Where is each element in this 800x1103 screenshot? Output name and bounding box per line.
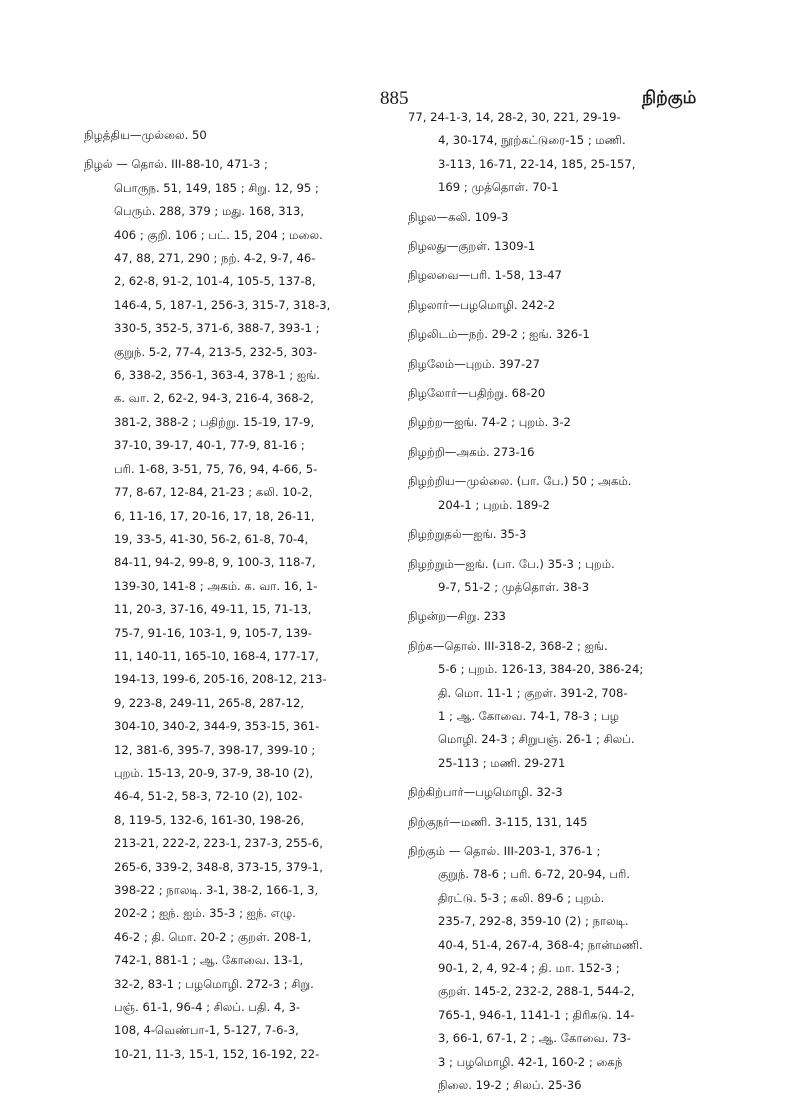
entry-headword-line: நிழலார்—பழமொழி. 242-2 bbox=[408, 297, 556, 312]
entry-continuation-line: 37-10, 39-17, 40-1, 77-9, 81-16 ; bbox=[114, 438, 305, 453]
left-column bbox=[84, 124, 376, 1072]
entry-continuation-line: புறம். 15-13, 20-9, 37-9, 38-10 (2), bbox=[114, 765, 314, 780]
entry-headword-line: நிழற்றுதல்—ஐங். 35-3 bbox=[408, 527, 527, 542]
entry-headword-line: நிழலோர்—பதிற்று. 68-20 bbox=[408, 386, 546, 401]
entry-continuation-line: 265-6, 339-2, 348-8, 373-15, 379-1, bbox=[114, 859, 323, 874]
entry-continuation-line: 6, 338-2, 356-1, 363-4, 378-1 ; ஐங். bbox=[114, 368, 321, 383]
entry-continuation-line: 330-5, 352-5, 371-6, 388-7, 393-1 ; bbox=[114, 321, 320, 336]
index-entry bbox=[408, 441, 704, 464]
entry-continuation-line: 8, 119-5, 132-6, 161-30, 198-26, bbox=[114, 812, 305, 827]
entry-continuation-line: 2, 62-8, 91-2, 101-4, 105-5, 137-8, bbox=[114, 274, 316, 289]
entry-headword-line: நிழற்ற—ஐங். 74-2 ; புறம். 3-2 bbox=[408, 415, 571, 430]
entry-continuation-line: 5-6 ; புறம். 126-13, 384-20, 386-24; bbox=[438, 662, 644, 677]
entry-continuation-line: குறுந். 78-6 ; பரி. 6-72, 20-94, பரி. bbox=[438, 867, 631, 882]
entry-continuation-line: 213-21, 222-2, 223-1, 237-3, 255-6, bbox=[114, 836, 323, 851]
entry-continuation-line: 204-1 ; புறம். 189-2 bbox=[438, 497, 550, 512]
entry-continuation-line: 742-1, 881-1 ; ஆ. கோவை. 13-1, bbox=[114, 953, 304, 968]
entry-headword-line: நிழலிடம்—நற். 29-2 ; ஐங். 326-1 bbox=[408, 327, 590, 342]
entry-continuation-line: 194-13, 199-6, 205-16, 208-12, 213- bbox=[114, 672, 327, 687]
index-entry bbox=[408, 206, 704, 229]
index-entry bbox=[408, 235, 704, 258]
entry-continuation-line: 90-1, 2, 4, 92-4 ; தி. மா. 152-3 ; bbox=[438, 961, 620, 975]
entry-continuation-line: பெரும். 288, 379 ; மது. 168, 313, bbox=[114, 204, 305, 219]
index-entry bbox=[408, 264, 704, 287]
entry-continuation-line: மொழி. 24-3 ; சிறுபஞ். 26-1 ; சிலப். bbox=[438, 732, 635, 747]
entry-continuation-line: 9-7, 51-2 ; முத்தொள். 38-3 bbox=[438, 579, 590, 594]
index-entry bbox=[408, 353, 704, 376]
entry-continuation-line: 139-30, 141-8 ; அகம். க. வா. 16, 1- bbox=[114, 578, 318, 593]
index-entry bbox=[408, 106, 704, 200]
entry-continuation-line: 3-113, 16-71, 22-14, 185, 25-157, bbox=[438, 156, 636, 171]
entry-continuation-line: குறள். 145-2, 232-2, 288-1, 544-2, bbox=[438, 984, 635, 999]
index-entry bbox=[408, 811, 704, 834]
index-entry bbox=[408, 323, 704, 346]
entry-headword-line: நிழலவை—பரி. 1-58, 13-47 bbox=[408, 268, 562, 283]
entry-continuation-line: 3, 66-1, 67-1, 2 ; ஆ. கோவை. 73- bbox=[438, 1031, 631, 1046]
entry-headword-line: நிழன்ற—சிறு. 233 bbox=[408, 609, 506, 624]
entry-continuation-line: 84-11, 94-2, 99-8, 9, 100-3, 118-7, bbox=[114, 555, 316, 570]
entry-continuation-line: 46-4, 51-2, 58-3, 72-10 (2), 102- bbox=[114, 789, 303, 804]
entry-headword-line: நிழற்றும்—ஐங். (பா. பே.) 35-3 ; புறம். bbox=[408, 556, 615, 571]
index-entry bbox=[408, 523, 704, 546]
entry-headword-line: நிற்கும் — தொல். III-203-1, 376-1 ; bbox=[408, 843, 601, 858]
entry-continuation-line: 146-4, 5, 187-1, 256-3, 315-7, 318-3, bbox=[114, 297, 331, 312]
entry-headword-line: நிற்கிற்பார்—பழமொழி. 32-3 bbox=[408, 785, 563, 800]
entry-continuation-line: 169 ; முத்தொள். 70-1 bbox=[438, 180, 559, 195]
entry-continuation-line: 304-10, 340-2, 344-9, 353-15, 361- bbox=[114, 719, 320, 734]
entry-headword-line: நிழற்றிய—முல்லை. (பா. பே.) 50 ; அகம். bbox=[408, 474, 632, 489]
entry-continuation-line: 202-2 ; ஐந். ஐம். 35-3 ; ஐந். எழு. bbox=[114, 906, 296, 921]
entry-continuation-line: 765-1, 946-1, 1141-1 ; திரிகடு. 14- bbox=[438, 1007, 635, 1022]
entry-continuation-line: 9, 223-8, 249-11, 265-8, 287-12, bbox=[114, 695, 305, 710]
entry-continuation-line: 398-22 ; நாலடி. 3-1, 38-2, 166-1, 3, bbox=[114, 883, 319, 897]
entry-continuation-line: நிலை. 19-2 ; சிலப். 25-36 bbox=[438, 1078, 582, 1093]
entry-continuation-line: க. வா. 2, 62-2, 94-3, 216-4, 368-2, bbox=[114, 391, 314, 406]
entry-continuation-line: 10-21, 11-3, 15-1, 152, 16-192, 22- bbox=[114, 1046, 320, 1061]
right-column bbox=[408, 106, 704, 1103]
entry-continuation-line: 77, 8-67, 12-84, 21-23 ; கலி. 10-2, bbox=[114, 485, 313, 500]
entry-continuation-line: 406 ; குறி. 106 ; பட். 15, 204 ; மலை. bbox=[114, 227, 323, 242]
entry-continuation-line: 1 ; ஆ. கோவை. 74-1, 78-3 ; பழ bbox=[438, 708, 620, 723]
index-entry bbox=[84, 153, 376, 1066]
entry-continuation-line: 11, 140-11, 165-10, 168-4, 177-17, bbox=[114, 648, 319, 663]
index-entry bbox=[408, 470, 704, 517]
entry-headword-line: 77, 24-1-3, 14, 28-2, 30, 221, 29-19- bbox=[408, 110, 621, 124]
entry-headword-line: நிற்குநர்—மணி. 3-115, 131, 145 bbox=[408, 814, 588, 829]
entry-headword-line: நிழலேம்—புறம். 397-27 bbox=[408, 356, 540, 371]
running-head: நிற்கும் bbox=[642, 88, 697, 108]
entry-continuation-line: பரி. 1-68, 3-51, 75, 76, 94, 4-66, 5- bbox=[114, 461, 318, 476]
entry-continuation-line: 12, 381-6, 395-7, 398-17, 399-10 ; bbox=[114, 742, 316, 757]
entry-continuation-line: 46-2 ; தி. மொ. 20-2 ; குறள். 208-1, bbox=[114, 929, 312, 944]
entry-headword-line: நிழல—கலி. 109-3 bbox=[408, 209, 509, 224]
entry-headword-line: நிழத்திய—முல்லை. 50 bbox=[84, 128, 207, 142]
entry-continuation-line: 40-4, 51-4, 267-4, 368-4; நான்மணி. bbox=[438, 937, 643, 952]
entry-continuation-line: 6, 11-16, 17, 20-16, 17, 18, 26-11, bbox=[114, 508, 315, 523]
index-entry bbox=[408, 840, 704, 1097]
page-number: 885 bbox=[380, 88, 409, 109]
entry-continuation-line: திரட்டு. 5-3 ; கலி. 89-6 ; புறம். bbox=[438, 890, 605, 905]
entry-continuation-line: 25-113 ; மணி. 29-271 bbox=[438, 755, 566, 770]
entry-continuation-line: 4, 30-174, நூற்கட்டுரை-15 ; மணி. bbox=[438, 133, 626, 148]
index-entry bbox=[408, 553, 704, 600]
entry-continuation-line: தி. மொ. 11-1 ; குறள். 391-2, 708- bbox=[438, 685, 628, 700]
entry-continuation-line: பஞ். 61-1, 96-4 ; சிலப். பதி. 4, 3- bbox=[114, 1000, 301, 1015]
entry-headword-line: நிற்க—தொல். III-318-2, 368-2 ; ஐங். bbox=[408, 638, 608, 653]
entry-continuation-line: 3 ; பழமொழி. 42-1, 160-2 ; கைந் bbox=[438, 1054, 623, 1069]
entry-continuation-line: 75-7, 91-16, 103-1, 9, 105-7, 139- bbox=[114, 625, 312, 640]
entry-continuation-line: 19, 33-5, 41-30, 56-2, 61-8, 70-4, bbox=[114, 531, 309, 546]
entry-continuation-line: 381-2, 388-2 ; பதிற்று. 15-19, 17-9, bbox=[114, 414, 315, 429]
entry-continuation-line: குறுந். 5-2, 77-4, 213-5, 232-5, 303- bbox=[114, 344, 318, 359]
entry-continuation-line: 108, 4-வெண்பா-1, 5-127, 7-6-3, bbox=[114, 1023, 299, 1038]
index-entry bbox=[408, 294, 704, 317]
entry-continuation-line: 235-7, 292-8, 359-10 (2) ; நாலடி. bbox=[438, 914, 629, 929]
entry-continuation-line: 47, 88, 271, 290 ; நற். 4-2, 9-7, 46- bbox=[114, 251, 316, 266]
index-entry bbox=[408, 781, 704, 804]
index-entry bbox=[408, 605, 704, 628]
entry-headword-line: நிழலது—குறள். 1309-1 bbox=[408, 239, 536, 254]
entry-continuation-line: 11, 20-3, 37-16, 49-11, 15, 71-13, bbox=[114, 602, 312, 617]
entry-headword-line: நிழற்றி—அகம். 273-16 bbox=[408, 444, 535, 459]
index-entry bbox=[408, 635, 704, 775]
index-entry bbox=[408, 411, 704, 434]
index-entry bbox=[408, 382, 704, 405]
entry-headword-line: நிழல் — தொல். III-88-10, 471-3 ; bbox=[84, 157, 268, 172]
entry-continuation-line: பொருந. 51, 149, 185 ; சிறு. 12, 95 ; bbox=[114, 180, 319, 195]
index-entry bbox=[84, 124, 376, 147]
entry-continuation-line: 32-2, 83-1 ; பழமொழி. 272-3 ; சிறு. bbox=[114, 976, 314, 991]
